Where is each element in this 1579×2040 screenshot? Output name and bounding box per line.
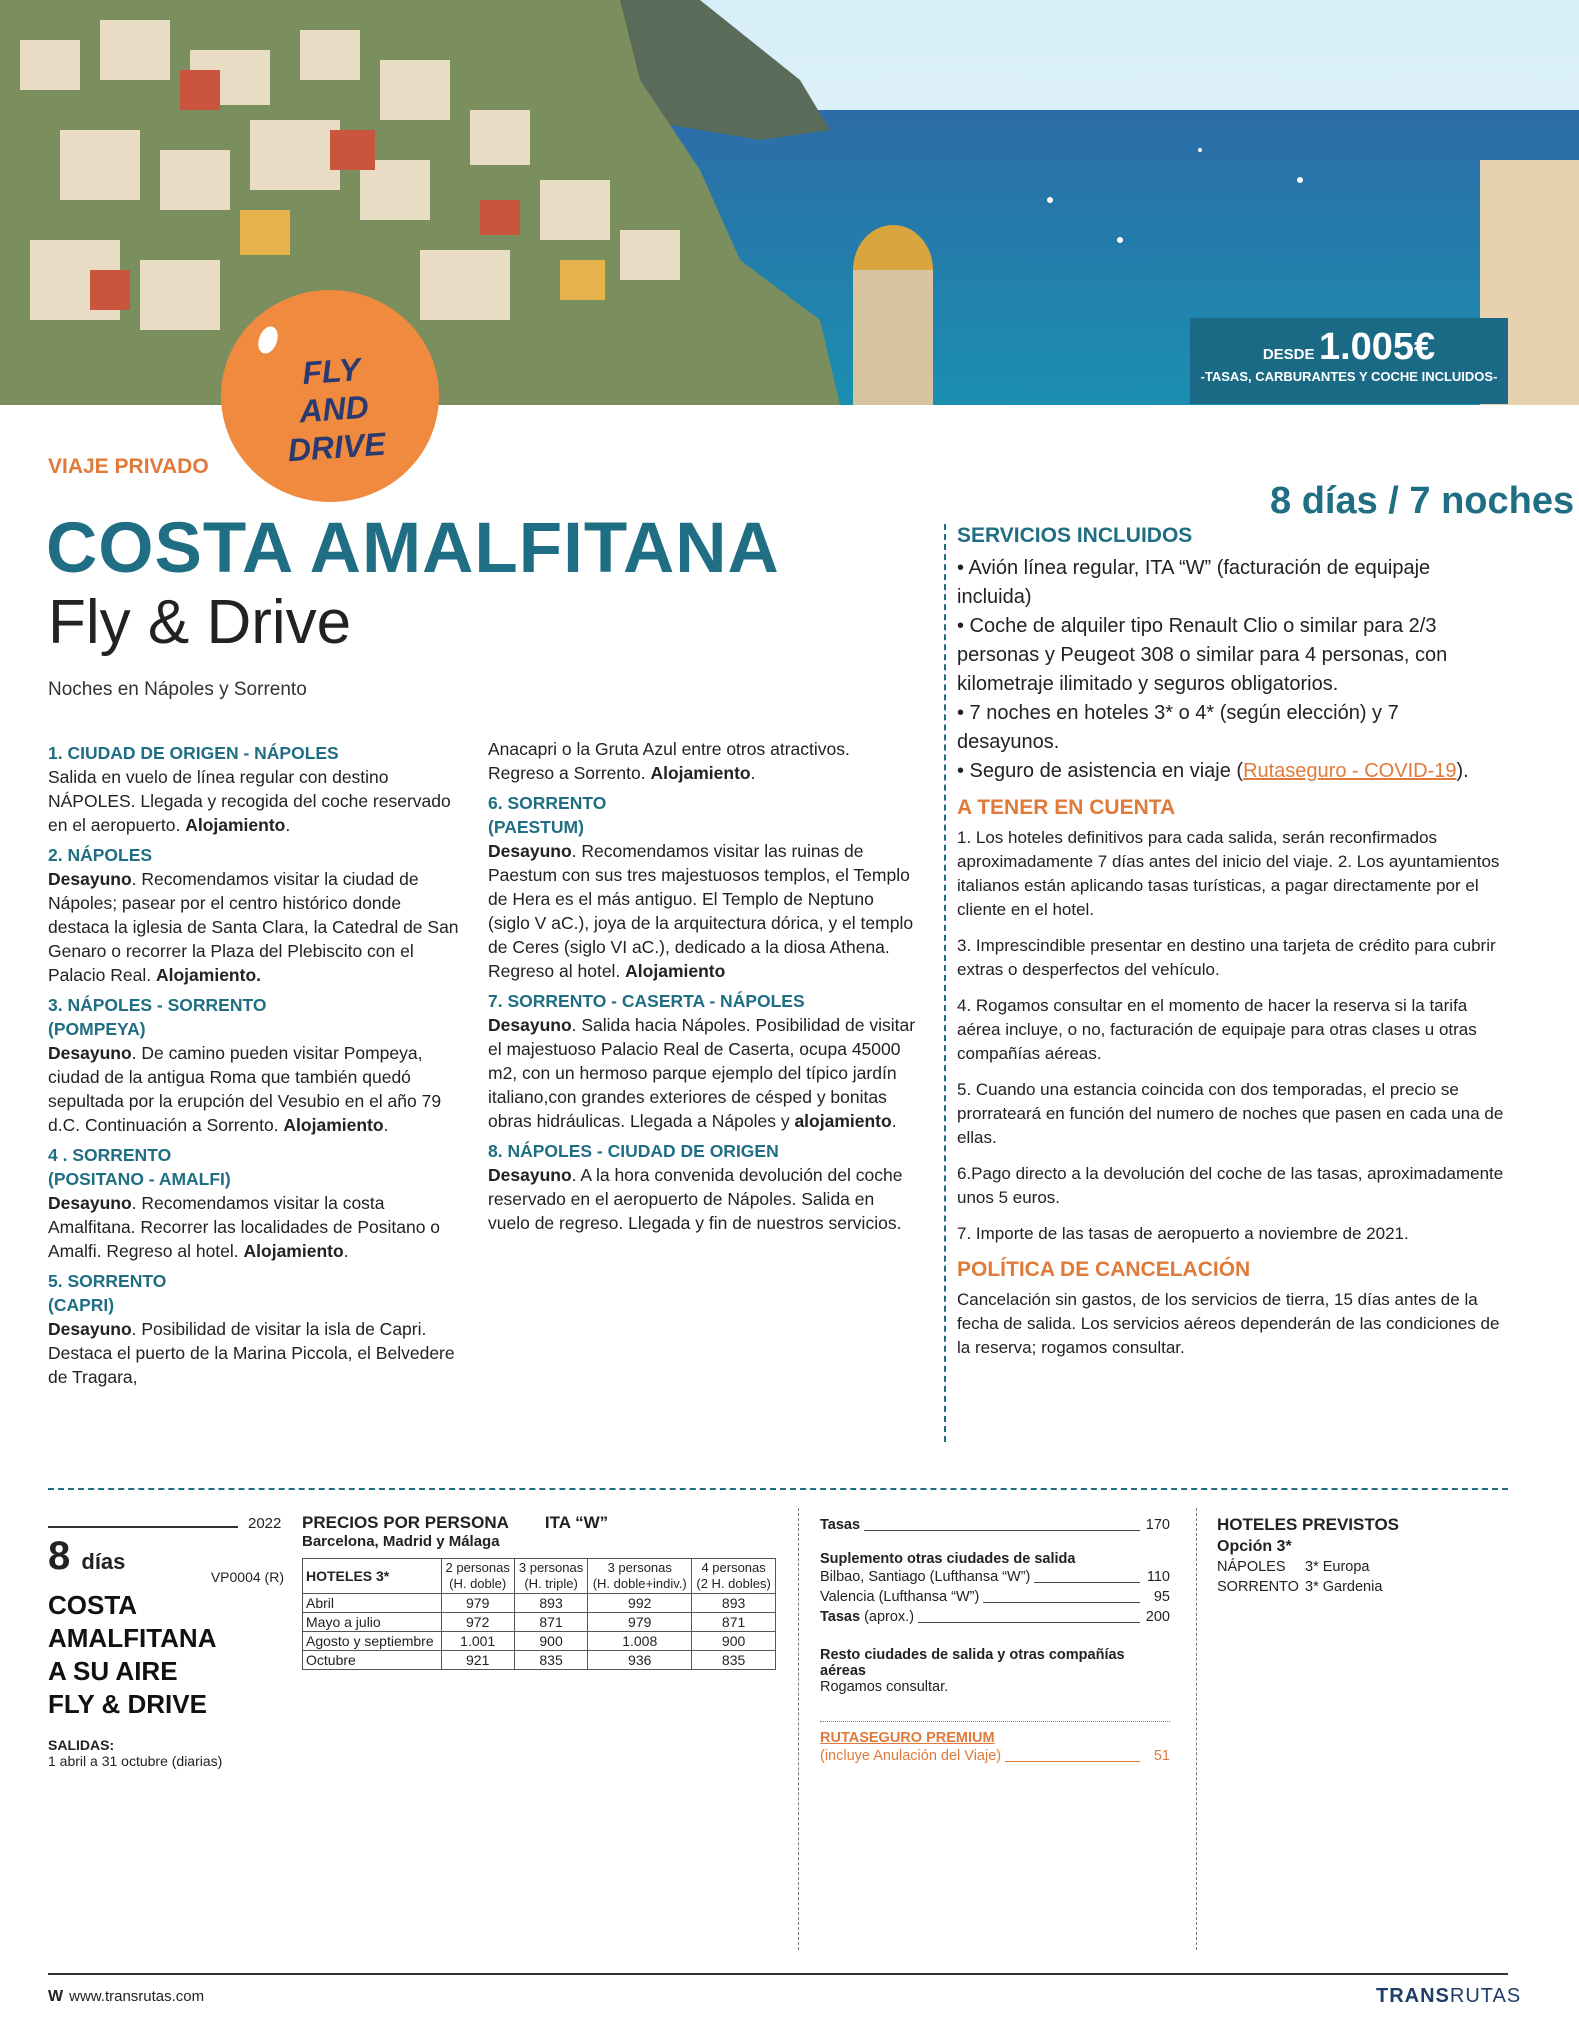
table-header: 3 personas (H. triple) [514,1559,587,1594]
summary-box [48,1515,284,1769]
service-item: • 7 noches en hoteles 3* o 4* (según elección) y 7 desayunos. [957,702,1399,753]
itinerary-day [48,843,462,987]
bottom-divider [798,1508,799,1950]
note-item: 4. Rogamos consultar en el momento de hacer la reserva si la tarifa aérea incluye, o no, facturación de equipaje para otras clases u otras compañías aéreas. [957,996,1477,1063]
fee-row: Bilbao, Santiago (Lufthansa “W”) 110 [820,1569,1170,1585]
column-divider [944,524,946,1442]
summary-year: 2022 [248,1515,282,1532]
itinerary-column-1 [48,737,462,1395]
fees-block [820,1515,1170,1766]
itinerary-day [488,1139,916,1235]
day-text: Desayuno. A la hora convenida devolución del coche reservado en el aeropuerto de Nápoles. Salida en vuelo de regreso. Llegada y fin de nuestros servicios. [488,1165,903,1233]
itinerary-day [488,791,916,983]
bottom-divider [1196,1508,1197,1950]
table-header: 4 personas (2 H. dobles) [692,1559,776,1594]
rest-text: Rogamos consultar. [820,1679,949,1695]
badge-dot [255,324,281,356]
note-item: 6.Pago directo a la devolución del coche de las tasas, aproximadamente unos 5 euros. [957,1164,1504,1207]
table-header: 3 personas (H. doble+indiv.) [588,1559,692,1594]
day-text: Desayuno. Posibilidad de visitar la isla de Capri. Destaca el puerto de la Marina Piccola, el Belvedere de Tragara, [48,1319,455,1387]
table-row: Mayo a julio 972 871 979 871 [303,1613,776,1632]
table-row: Abril 979 893 992 893 [303,1594,776,1613]
hotels-title: HOTELES PREVISTOS [1217,1515,1400,1534]
itinerary-day [48,993,462,1137]
trip-duration: 8 días / 7 noches [1270,480,1575,522]
trip-type: VIAJE PRIVADO [48,455,209,478]
website-link[interactable]: www.transrutas.com [69,1988,205,2005]
table-header: HOTELES 3* [303,1559,442,1594]
day-text: Desayuno. Recomendamos visitar la costa Amalfitana. Recorrer las localidades de Positano o Amalfi. Regreso al hotel. Alojamiento. [48,1193,441,1261]
cancellation-text: Cancelación sin gastos, de los servicios de tierra, 15 días antes de la fecha de salida. Los servicios aéreos dependerán de las condiciones de la reserva; rogamos consultar. [957,1290,1500,1357]
service-item: • Avión línea regular, ITA “W” (facturación de equipaje incluida) [957,557,1431,608]
table-row: Agosto y septiembre 1.001 900 1.008 900 [303,1632,776,1651]
day-subtitle: (POSITANO - AMALFI) [48,1169,231,1189]
premium-title: RUTASEGURO PREMIUM [820,1730,995,1746]
note-item: 3. Imprescindible presentar en destino una tarjeta de crédito para cubrir extras o desperfectos del vehículo. [957,936,1496,979]
summary-days-word: días [81,1549,126,1574]
departures-label: SALIDAS: [48,1737,115,1753]
hotel-row: NÁPOLES 3* Europa [1217,1559,1370,1575]
day-text: Desayuno. Salida hacia Nápoles. Posibilidad de visitar el majestuoso Palacio Real de Caserta, ocupa 45000 m2, con un hermoso parque ejemplo del típico jardín italiano,con grandes exteriores de césped y bonitas obras hidráulicas. Llegada a Nápoles y alojamiento. [488,1015,916,1131]
price-table-block [302,1513,776,1670]
price-amount: 1.005€ [1318,326,1436,368]
price-from-label: DESDE [1262,346,1315,363]
day-title: 1. CIUDAD DE ORIGEN - NÁPOLES [48,743,339,763]
price-heading: PRECIOS POR PERSONA ITA “W” [302,1513,609,1532]
hotels-block [1217,1515,1497,1597]
day-title: 3. NÁPOLES - SORRENTO [48,995,267,1015]
fee-row: Tasas 170 [820,1517,1170,1533]
table-row: Octubre 921 835 936 835 [303,1651,776,1670]
footer-left [48,1988,204,2006]
day-text: Salida en vuelo de línea regular con destino NÁPOLES. Llegada y recogida del coche reservado en el aeropuerto. Alojamiento. [48,767,451,835]
brand-logo: TRANSRUTAS [1376,1985,1522,2007]
summary-rule [48,1526,238,1528]
day-title: 7. SORRENTO - CASERTA - NÁPOLES [488,991,805,1011]
fees-dotted-rule [820,1721,1170,1722]
day-text: Desayuno. Recomendamos visitar las ruinas de Paestum con sus tres majestuosos templos, el Templo de Hera es el más antiguo. El Templo de Neptuno (siglo V aC.), joya de la arquitectura dórica, y el templo de Ceres (siglo VI aC.), dedicado a la diosa Athena. Regreso al hotel. Alojamiento [488,841,914,981]
hotel-row: SORRENTO 3* Gardenia [1217,1579,1383,1595]
day-title: 4 . SORRENTO [48,1145,172,1165]
itinerary-day [48,1269,462,1389]
services-title: SERVICIOS INCLUIDOS [957,524,1193,547]
day-title: 8. NÁPOLES - CIUDAD DE ORIGEN [488,1141,779,1161]
itinerary-column-2 [488,737,916,1241]
table-header: 2 personas (H. doble) [441,1559,514,1594]
day-text: Anacapri o la Gruta Azul entre otros atractivos. Regreso a Sorrento. Alojamiento. [488,739,850,783]
day-subtitle: (CAPRI) [48,1295,115,1315]
price-box [1190,318,1508,404]
day-text: Desayuno. Recomendamos visitar la ciudad de Nápoles; pasear por el centro histórico donde destaca la iglesia de Santa Clara, la Catedral de San Genaro o recorrer la Plaza del Plebiscito con el Palacio Real. Alojamiento. [48,869,459,985]
fee-row: (incluye Anulación del Viaje) 51 [820,1748,1170,1764]
price-table [302,1558,776,1670]
page-subtitle: Fly & Drive [48,588,352,657]
itinerary-day [48,741,462,837]
footer-rule [48,1973,1508,1975]
service-item: • Coche de alquiler tipo Renault Clio o similar para 2/3 personas y Peugeot 308 o similar para 4 personas, con kilometraje ilimitado y seguros obligatorios. [957,615,1448,695]
day-subtitle: (POMPEYA) [48,1019,146,1039]
day-title: 5. SORRENTO [48,1271,167,1291]
note-item: 5. Cuando una estancia coincida con dos temporadas, el precio se prorrateará en función del numero de noches que pasen en cada una de ellas. [957,1080,1504,1147]
fly-drive-badge [221,290,439,502]
fee-row: Tasas (aprox.) 200 [820,1609,1170,1625]
day-text: Desayuno. De camino pueden visitar Pompeya, ciudad de la antigua Roma que también quedó sepultada por la erupción del Vesubio en el año 79 d.C. Continuación a Sorrento. Alojamiento. [48,1043,442,1135]
itinerary-day [488,989,916,1133]
day-subtitle: (PAESTUM) [488,817,584,837]
hotels-option: Opción 3* [1217,1538,1292,1555]
section-divider [48,1488,1508,1490]
summary-days-number: 8 [48,1534,71,1578]
fee-row: Valencia (Lufthansa “W”) 95 [820,1589,1170,1605]
product-code: VP0004 (R) [210,1569,284,1585]
price-origin: Barcelona, Madrid y Málaga [302,1533,500,1550]
nights-summary: Noches en Nápoles y Sorrento [48,679,307,700]
page-title: COSTA AMALFITANA [46,509,780,588]
departures-value: 1 abril a 31 octubre (diarias) [48,1753,223,1769]
cancellation-title: POLÍTICA DE CANCELACIÓN [957,1258,1251,1281]
service-item-insurance: • Seguro de asistencia en viaje (Rutaseguro - COVID-19). [957,760,1469,782]
day-title: 6. SORRENTO [488,793,607,813]
note-item: 7. Importe de las tasas de aeropuerto a noviembre de 2021. [957,1224,1409,1243]
supplement-title: Suplemento otras ciudades de salida [820,1551,1076,1567]
price-note: -TASAS, CARBURANTES Y COCHE INCLUIDOS- [1200,369,1498,384]
rest-title: Resto ciudades de salida y otras compañías aéreas [820,1647,1125,1679]
notes-title: A TENER EN CUENTA [957,796,1176,819]
itinerary-day [48,1143,462,1263]
note-item: 1. Los hoteles definitivos para cada salida, serán reconfirmados aproximadamente 7 días antes del inicio del viaje. 2. Los ayuntamientos italianos están aplicando tasas turísticas, a pagar directamente por el cliente en el hotel. [957,828,1500,919]
page-letter: W [48,1988,64,2005]
info-column [957,524,1505,1372]
badge-text: FLY AND DRIVE [286,351,387,469]
rutaseguro-covid-link[interactable]: Rutaseguro - COVID-19 [1243,760,1457,782]
product-name: COSTA AMALFITANA A SU AIRE FLY & DRIVE [48,1590,217,1719]
day-title: 2. NÁPOLES [48,845,153,865]
